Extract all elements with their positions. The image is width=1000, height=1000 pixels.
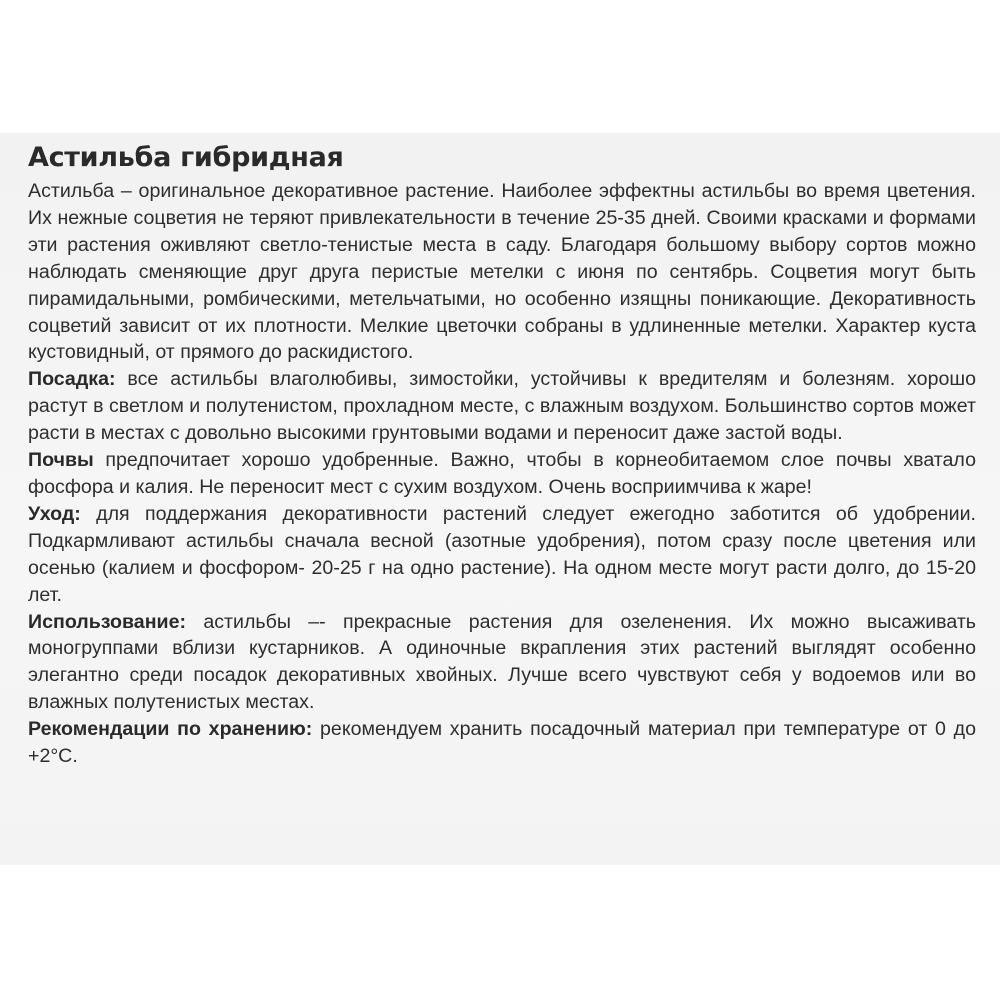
label-text-block xyxy=(28,138,976,770)
section-soil xyxy=(28,447,976,501)
section-text: астильбы –- прекрасные растения для озеленения. Их можно высаживать моногруппами вблизи кустарников. А одиночные вкрапления этих растений выглядят особенно элегантно среди посадок декоративных хвойных. Лучше всего чувствуют себя у водоемов или во влажных полутенистых местах. xyxy=(28,610,976,714)
section-care xyxy=(28,501,976,609)
section-label: Посадка: xyxy=(28,368,116,391)
section-usage xyxy=(28,609,976,717)
section-text: рекомендуем хранить посадочный материал при температуре от 0 до +2°С. xyxy=(28,718,976,768)
section-label: Использование: xyxy=(28,610,186,633)
page-title: Астильба гибридная xyxy=(28,142,344,173)
section-planting xyxy=(28,366,976,447)
section-label: Рекомендации по хранению: xyxy=(28,718,313,741)
section-text: для поддержания декоративности растений следует ежегодно заботится об удобрении. Подкармливают астильбы сначала весной (азотные удобрения), потом сразу после цветения или осенью (калием и фосфором- 20-25 г на одно растение). На одном месте могут расти долго, до 15-20 лет. xyxy=(28,502,976,606)
intro-paragraph: Астильба – оригинальное декоративное растение. Наиболее эффектны астильбы во время цветения. Их нежные соцветия не теряют привлекательности в течение 25-35 дней. Своими красками и формами эти растения оживляют светло-тенистые места в саду. Благодаря большому выбору сортов можно наблюдать сменяющие друг друга перистые метелки с июня по сентябрь. Соцветия могут быть пирамидальными, ромбическими, метельчатыми, но особенно изящны поникающие. Декоративность соцветий зависит от их плотности. Мелкие цветочки собраны в удлиненные метелки. Характер куста кустовидный, от прямого до раскидистого. xyxy=(28,180,976,364)
section-label: Почвы xyxy=(28,449,94,472)
section-text: предпочитает хорошо удобренные. Важно, чтобы в корнеобитаемом слое почвы хватало фосфора и калия. Не переносит мест с сухим воздухом. Очень восприимчива к жаре! xyxy=(28,449,976,498)
section-storage xyxy=(28,716,976,770)
section-text: все астильбы влаголюбивы, зимостойки, устойчивы к вредителям и болезням. хорошо растут в светлом и полутенистом, прохладном месте, с влажным воздухом. Большинство сортов может расти в местах с довольно высокими грунтовыми водами и переносит даже застой воды. xyxy=(28,368,976,445)
section-label: Уход: xyxy=(28,502,81,525)
